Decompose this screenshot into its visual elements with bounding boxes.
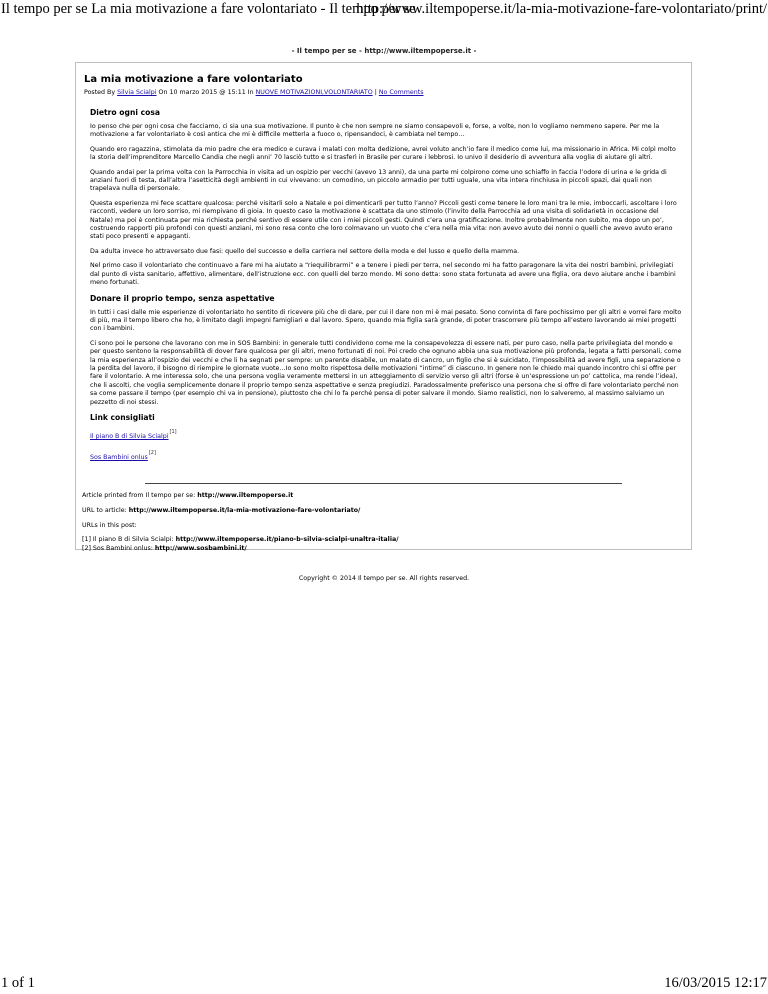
article-url: [82, 507, 360, 514]
paragraph: Da adulta invece ho attraversato due fasi: quello del successo e della carriera nel settore della moda e del lusso e quello della mamma.: [90, 247, 520, 255]
meta-separator: |: [374, 89, 377, 96]
printed-from-label: Article printed from Il tempo per se:: [82, 492, 196, 499]
footnote-ref: [1]: [169, 428, 177, 435]
article-title: La mia motivazione a fare volontariato: [84, 74, 303, 85]
copyright: Copyright © 2014 Il tempo per se. All rights reserved.: [298, 575, 470, 582]
paragraph: Quando andai per la prima volta con la Parrocchia in visita ad un ospizio per vecchi (avevo 13 anni), da una parte mi colpirono come uno schiaffo in faccia l’odore di urina e le grida di anziani fuori di testa, dall’altra l’asetticità degli ambienti in cui vivevano: un comodino, un piccolo armadio per tutti uguale, una vita intera rinchiusa in piccoli spazi, dai quali non trapelava nulla di personale.: [90, 168, 667, 193]
footnote-url-2-value: http://www.sosbambini.it/: [154, 545, 247, 552]
paragraph: Ci sono poi le persone che lavorano con me in SOS Bambini: in generale tutti condividono come me la consapevolezza di essere nati, per puro caso, nella parte privilegiata del mondo e per questo sentono la responsabilità di dover fare qualcosa per gli altri, meno fortunati di noi. Poi credo che ognuno abbia una sua motivazione più profonda, legata a fatti personali, come la mia esperienza all’ospizio dei vecchi e che li ha segnati per sempre: un parente disabile, un malato di cancro, un figlio che si è suicidato, l’impossibilità ad avere figli, una separazione o la perdita del lavoro, il bisogno di riempire le giornate vuote…Io sono molto rispettosa delle motivazioni “intime” di ciascuno. In genere non le chiedo mai quando incontro chi si offre per fare il volontario. A me interessa solo, che una persona voglia veramente mettersi in un atteggiamento di servizio verso gli altri (forse è un’espressione un po’ cattolica, ma rende l’idea), che li ascolti, che voglia semplicemente donare il proprio tempo senza aspettative e senza pregiudizi. Paradossalmente preferisco una persona che si offre di fare volontariato perché non sa come passare il tempo (per esempio chi va in pensione), piuttosto che chi lo fa perché pensa di poter salvare il mondo. Siamo realistici, non lo salveremo, al massimo salviamo un pezzetto di noi stessi.: [90, 339, 682, 406]
article-url-label: URL to article:: [82, 507, 127, 514]
page-count: 1 of 1: [1, 975, 35, 991]
article-box: [75, 62, 692, 550]
print-datetime: 16/03/2015 12:17: [664, 975, 767, 991]
section-heading: Link consigliati: [90, 412, 155, 422]
urls-in-post-label: URLs in this post:: [82, 522, 137, 529]
paragraph: Quando ero ragazzina, stimolata da mio padre che era medico e curava i malati con molta dedizione, avrei voluto anch’io fare il medico come lui, ma missionario in Africa. Mi colpì molto la storia dell’imprenditore Marcello Candia che negli anni’ 70 lasciò tutto e si trasferì in Brasile per curare i lebbrosi. Io univo il desiderio di avventura alla voglia di aiutare gli altri.: [90, 145, 676, 162]
print-footer: [0, 975, 768, 994]
print-header-title: Il tempo per se La mia motivazione a fare volontariato - Il tempo per se: [1, 1, 416, 17]
article-body: [90, 108, 682, 462]
link-item: [90, 428, 682, 441]
paragraph: Io penso che per ogni cosa che facciamo, ci sia una sua motivazione. Il punto è che non sempre ne siamo consapevoli e, forse, a volte, non lo vogliamo nemmeno sapere. Per me la motivazione a far volontariato è così antica che mi è difficile metterla a fuoco o, ripensandoci, è cambiata nel tempo…: [90, 123, 660, 139]
footnote-ref: [2]: [148, 449, 156, 456]
footnote-url-2: [82, 545, 247, 552]
footnote-url-1-label: [1] Il piano B di Silvia Scialpi:: [82, 536, 174, 543]
paragraph: Questa esperienza mi fece scattare qualcosa: perché visitarli solo a Natale e poi dimenticarli per tutto l’anno? Piccoli gesti come tenere le loro mani tra le mie, imboccarli, ascoltare i loro racconti, vedere un loro sorriso, mi riempivano di gioia. In questo caso la motivazione è scattata da uno stimolo (l’invito della Parrocchia ad una visita di solidarietà in occasione del Natale) ma poi è continuata per mia richiesta perché sentivo di essere utile con i miei piccoli gesti. Quindi c’era una gratificazione. Inoltre probabilmente non subito, ma dopo un po’, costruendo rapporti più profondi con questi anziani, mi sono resa conto che loro colmavano un vuoto che c’era nella mia vita: non avevo avuto dei nonni o quelli che avevo avuto erano stati poco presenti e appaganti.: [90, 199, 677, 241]
site-line: - Il tempo per se - http://www.iltempoperse.it -: [291, 47, 477, 55]
author-link[interactable]: Silvia Scialpi: [117, 89, 157, 96]
sos-bambini-link[interactable]: Sos Bambini onlus: [90, 453, 148, 461]
footnote-url-1: [82, 536, 399, 543]
posted-by-label: Posted By: [84, 89, 116, 96]
paragraph: In tutti i casi dalle mie esperienze di volontariato ho sentito di ricevere più che di dare, per cui il dare non mi è mai pesato. Sono convinta di fare pochissimo per gli altri e vorrei fare molto di più, ma il tempo libero che ho, è limitato dagli impegni famigliari e dal lavoro. Spero, quando mia figlia sarà grande, di poter trascorrere più tempo all’estero lavorando ai miei progetti con i bambini.: [90, 308, 682, 333]
article-url-value: http://www.iltempoperse.it/la-mia-motivazione-fare-volontariato/: [128, 507, 361, 514]
section-heading: Dietro ogni cosa: [90, 108, 160, 117]
footnote-url-1-value: http://www.iltempoperse.it/piano-b-silvia-scialpi-unaltra-italia/: [175, 536, 399, 543]
recommended-links: [90, 428, 682, 462]
paragraph: Nel primo caso il volontariato che continuavo a fare mi ha aiutato a “riequilibrarmi” e a tenere i piedi per terra, nel secondo mi ha fatto paragonare la vita dei nostri bambini, privilegiati dal punto di vista sanitario, affettivo, alimentare, dell’istruzione ecc. con quelli del terzo mondo. Mi sono detta: sono stata fortunata ad avere una figlia, ora devo aiutare anche i bambini meno fortunati.: [90, 262, 676, 287]
print-header-url: http://www.iltempoperse.it/la-mia-motivazione-fare-volontariato/print/: [356, 1, 767, 17]
piano-b-link[interactable]: Il piano B di Silvia Scialpi: [90, 432, 169, 440]
post-date: On 10 marzo 2015 @ 15:11 In: [158, 89, 254, 96]
category-link[interactable]: NUOVE MOTIVAZIONI,VOLONTARIATO: [255, 89, 373, 96]
printed-from-url: http://www.iltempoperse.it: [197, 492, 294, 499]
link-item: [90, 449, 682, 462]
section-heading: Donare il proprio tempo, senza aspettative: [90, 293, 275, 303]
comments-link[interactable]: No Comments: [378, 89, 424, 96]
print-header: [0, 0, 768, 20]
footnote-url-2-label: [2] Sos Bambini onlus:: [82, 545, 153, 552]
divider: [145, 483, 622, 484]
article-meta: [84, 89, 682, 96]
printed-from: [82, 492, 293, 499]
